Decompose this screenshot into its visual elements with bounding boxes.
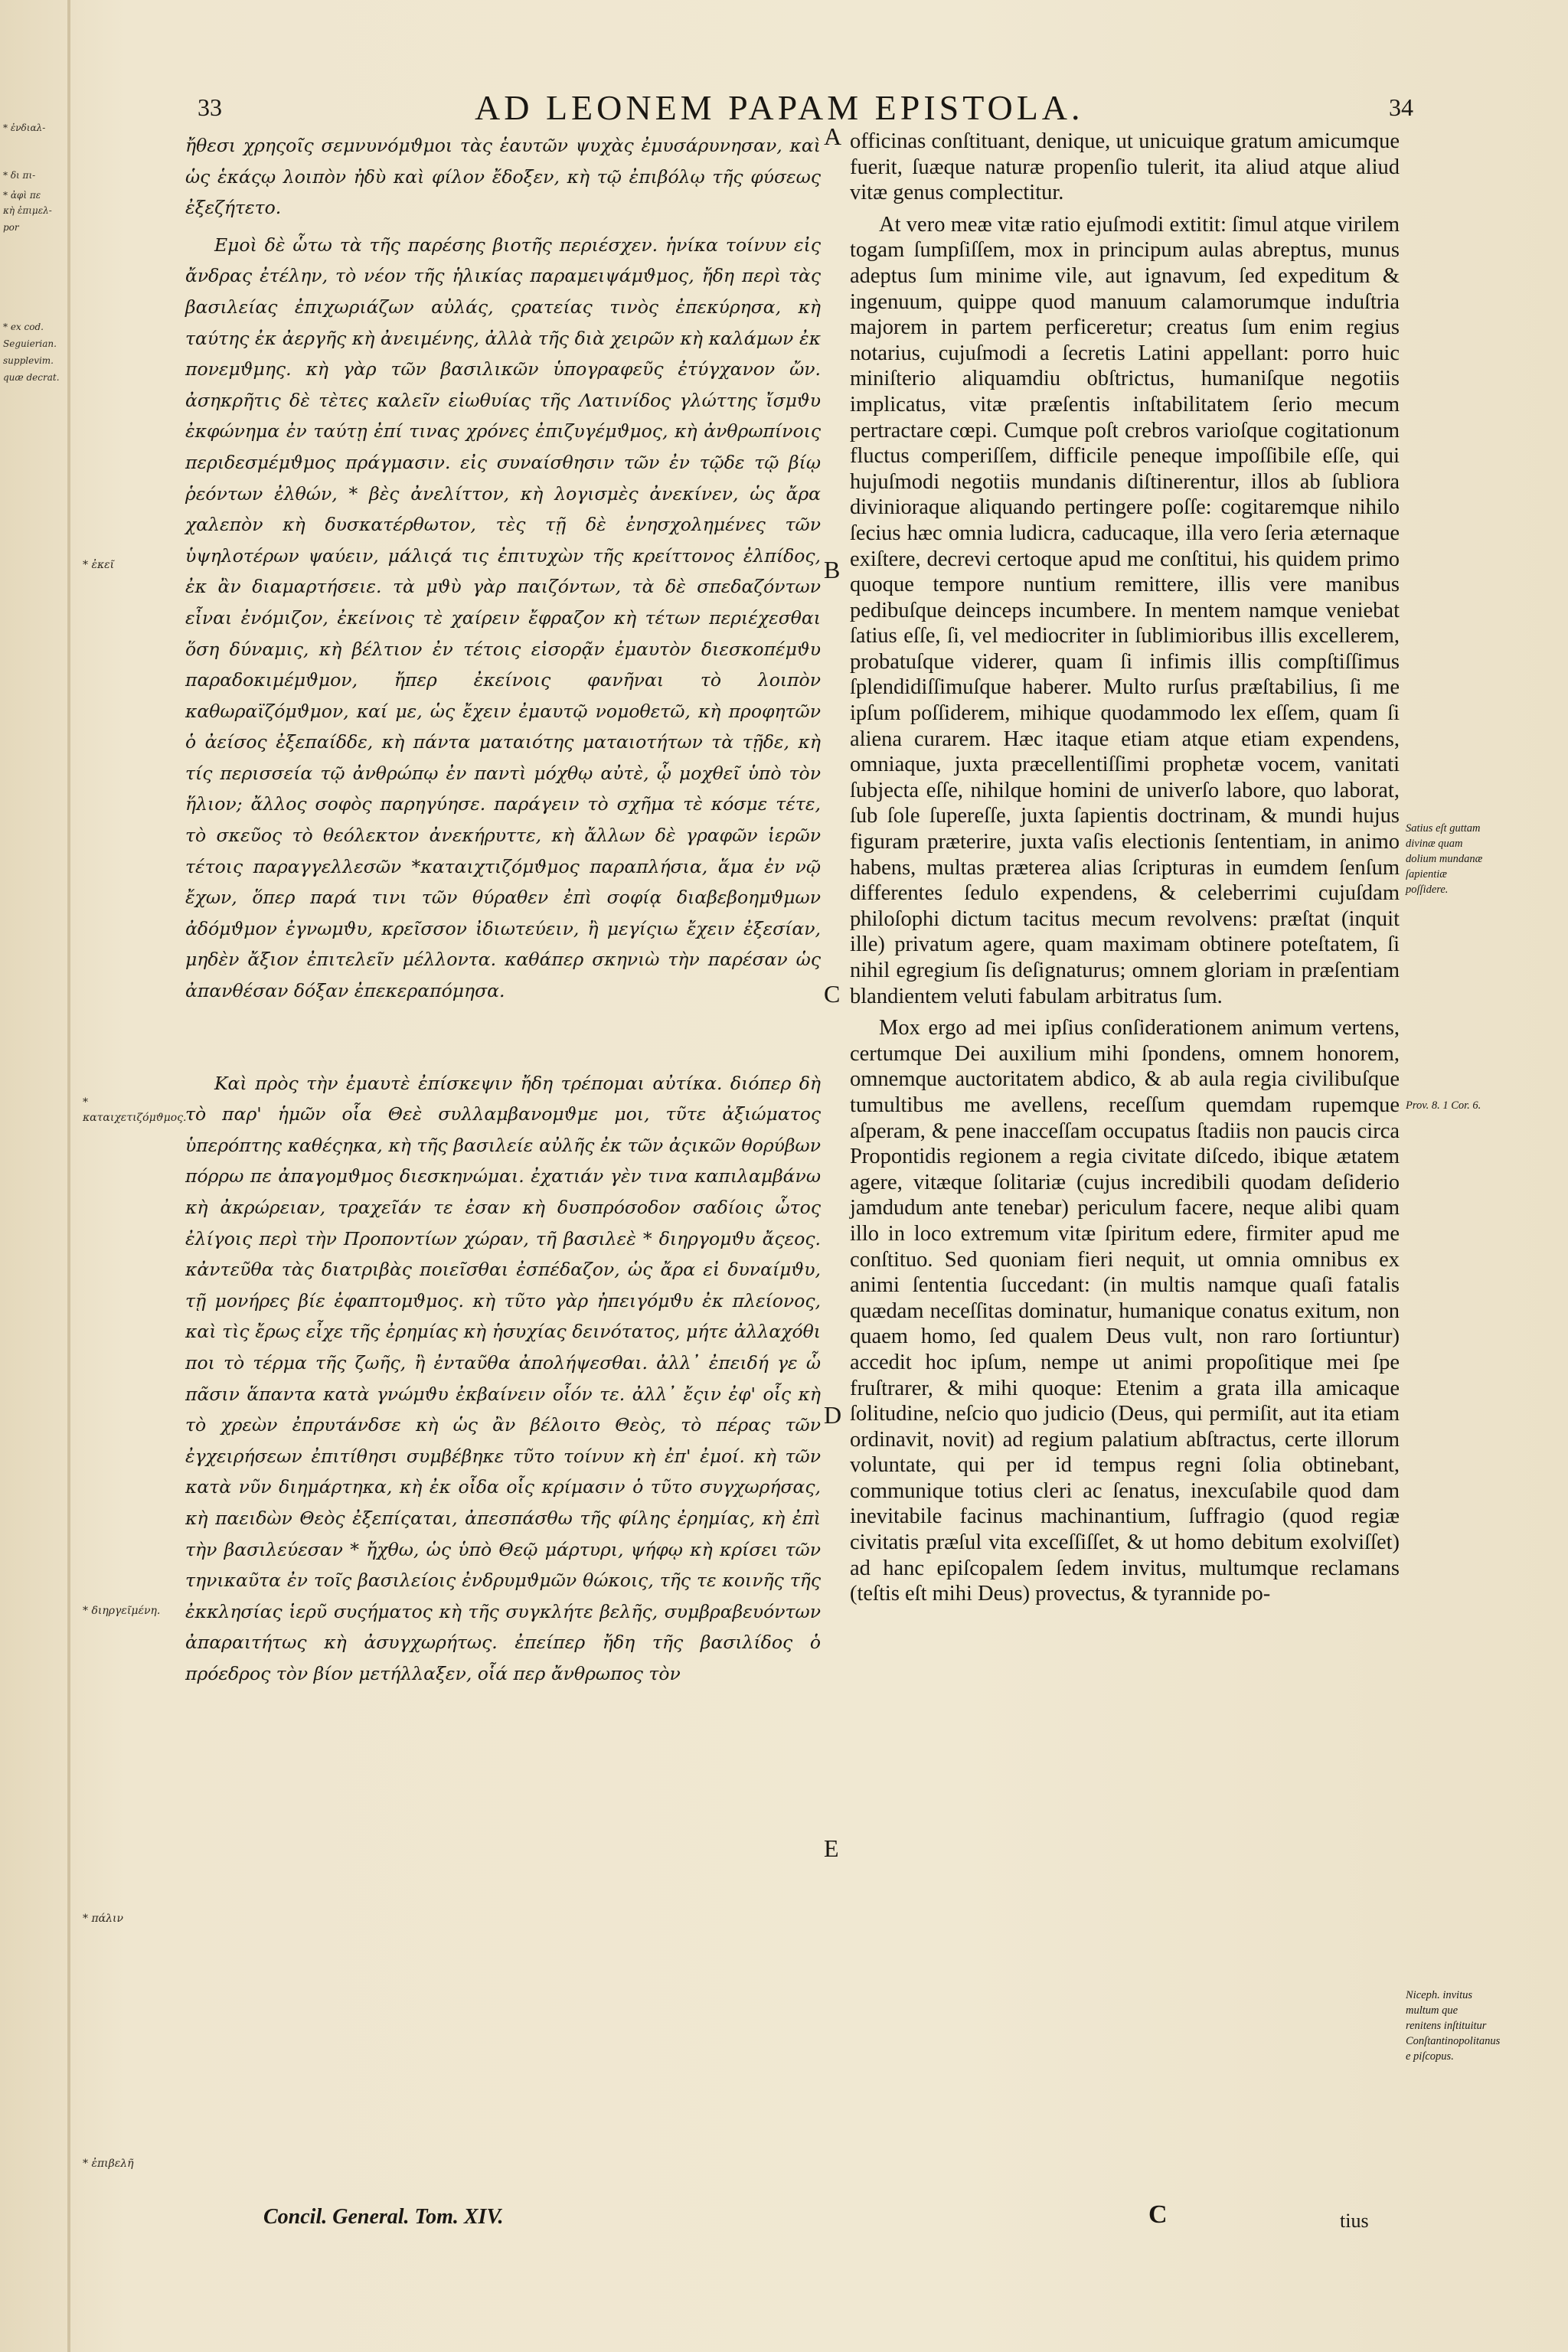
greek-margin-note: * καταιχετιζόμϑμος. <box>83 1096 187 1124</box>
greek-margin-note: * διηργεῖμένη. <box>83 1605 161 1617</box>
greek-margin-note: * ἐκεῖ <box>83 559 115 571</box>
paragraph-gap <box>185 1007 821 1068</box>
outer-margin-note: supplevim. <box>3 355 54 366</box>
greek-margin-note: * πάλιν <box>83 1913 123 1925</box>
outer-margin-note: κὴ ἐπιμελ- <box>3 205 52 216</box>
section-letter-b: B <box>824 556 841 583</box>
greek-paragraph: ἤθεσι χρηςοῖς σεμνυνόμϑμοι τὰς ἑαυτῶν ψυχὰς ἐμυσάρυνησαν, καὶ ὡς ἑκάςῳ λοιπὸν ἠδὺ καὶ φίλον ἔδοξεν, κὴ τῷ ἐπιβόλῳ τῆς φύσεως ἐξεζήτετο. <box>185 135 821 219</box>
page-header <box>0 86 1568 132</box>
volume-line: Concil. General. Tom. XIV. <box>263 2205 504 2229</box>
signature-mark: C <box>1148 2200 1168 2229</box>
outer-margin-note: * ἐνδιαλ- <box>3 122 46 133</box>
outer-margin-note: * ἀφὶ πε <box>3 190 41 201</box>
latin-margin-note: Satius eſt guttam divinæ quam dolium mundanæ ſapientiæ poſſidere. <box>1406 822 1483 896</box>
greek-margin-note: * ἐπιβελῆ <box>83 2158 134 2170</box>
latin-paragraph: officinas conſtituant, denique, ut unicuique gratum amicumque fuerit, ſuæque naturæ propenſio tulerit, ita aliud atque aliud vitæ genus complectitur. <box>850 129 1400 205</box>
greek-text-column <box>185 130 821 1690</box>
outer-margin-note: Seguierian. <box>3 338 57 349</box>
right-page-number: 34 <box>1389 93 1413 121</box>
latin-text-column <box>850 129 1400 1607</box>
outer-margin-note: * ex cod. <box>3 322 44 332</box>
section-letter-c: C <box>824 980 841 1008</box>
latin-margin-note: Prov. 8. 1 Cor. 6. <box>1406 1099 1481 1112</box>
outer-margin-note: quæ decrat. <box>3 372 60 383</box>
outer-margin-note: por <box>3 222 19 233</box>
latin-margin-note: Niceph. invitus multum que renitens inſtituitur Conſtantinopolitanus e piſcopus. <box>1406 1989 1501 2063</box>
left-page-number: 33 <box>198 93 222 121</box>
section-letter-a: A <box>824 122 842 150</box>
outer-margin <box>0 0 64 2352</box>
section-letter-d: D <box>824 1401 842 1429</box>
catchword: tius <box>1340 2210 1369 2232</box>
latin-paragraph: At vero meæ vitæ ratio ejuſmodi extitit: ſimul atque virilem togam ſumpſiſſem, mox in principum aulas abreptus, munus adeptus ſum minime vile, aut ignavum, ſed expeditum & ingenuum, quippe quod manuum calamorumque induſtria majorem in partem perficeretur; creatus ſum enim regius notarius, cujuſmodi a ſecretis Latini appellant: porro huic miniſterio aliquamdiu obſtrictus, humaniſque negotiis implicatus, vitæ præſentis inſtabilitatem ſerio mecum pertractare cœpi. Cumque poſt crebros varioſque cogitationum fluctus comperiſſem, difficile peneque impoſſibile eſſe, qui hujuſmodi negotiis mundanis diſtinerentur, illos ab ſubliora divinioraque aliquando pertingere poſſe: cogitaremque nihilo ſecius hæc omnia ludicra, caducaque, illa vero ſeria æternaque exiſtere, decrevi certoque apud me conſtitui, his quidem primo quoque tempore nuntium remittere, illis vere manibus pedibuſque deinceps incumbere. In mentem namque veniebat ſatius eſſe, ſi, vel mediocriter in ſublimioribus illis excellerem, probatuſque viderer, quam ſi infimis illis compſtiſſimus ſplendidiſſimuſque haberer. Multo rurſus præſtabilius, ſi me ipſum poſſiderem, mihique quodammodo lex eſſem, quam ſi aliena curarem. Hæc itaque etiam atque etiam expendens, omniaque, juxta præcellentiſſimi prophetæ vocem, vanitati ſubjecta eſſe, nihilque homini de univerſo labore, quo laborat, ſub ſole ſupereſſe, juxta ſapientis doctrinam, & mundi hujus figuram præterire, juxta vaſis electionis ſententiam, in animo habens, multas præterea alias ſcripturas in eumdem ſenſum differentes ſedulo expendens, & celeberrimi cujuſdam philoſophi dictum tacitus mecum revolvens: præſtat (inquit ille) privatum agere, quam maximam obtinere poteſtatem, ſi nihil egregium ſis deſignaturus; omnem gloriam in præſentiam blandientem veluti fabulam arbitratus ſum. <box>850 212 1400 1008</box>
greek-paragraph: Εμοὶ δὲ ὧτω τὰ τῆς παρέσης βιοτῆς περιέσχεν. ἡνίκα τοίνυν εἰς ἄνδρας ἐτέλην, τὸ νέον τῆς ἡλικίας παραμειψάμϑμος, ἤδη περὶ τὰς βασιλείας ἐπιχωριάζων αὐλάς, ςρατείας τινὸς ἐπεκύρησα, κὴ ταύτης ἐκ ἀεργῆς κὴ ἀνειμένης, ἀλλὰ τῆς διὰ χειρῶν κὴ καλάμων ἐκ πονεμϑμης. κὴ γὰρ τῶν βασιλικῶν ὑπογραφεῦς ἐτύγχανον ὤν. ἀσηκρῆτις δὲ τὲτες καλεῖν εἰωθυίας τῆς Λατινίδος γλώττης ἴσμϑυ ἐκφώνημα ἐν ταύτῃ ἐπί τινας χρόνες ἐπιζυγέμϑμος, κὴ ἀνθρωπίνοις περιδεσμέμϑμος πράγμασιν. εἰς συναίσθησιν τῶν ἐν τῷδε τῷ βίῳ ῥεόντων ἐλθών, * βὲς ἀνελίττον, κὴ λογισμὲς ἀνεκίνεν, ὡς ἄρα χαλεπὸν κὴ δυσκατέρθωτον, τὲς τῇ δὲ ἐνησχολημένες τῶν ὑψηλοτέρων ψαύειν, μάλιςά τις ἐπιτυχὼν τῆς κρείττονος ἐλπίδος, ἐκ ἂν διαμαρτήσειε. τὰ μϑὺ γὰρ παιζόντων, τὰ δὲ σπεδαζόντων εἶναι ἐνόμιζον, ἐκείνοις τὲ χαίρειν ἔφραζον κὴ τέτων περιέχεσθαι ὅση δύναμις, κὴ βέλτιον ἐν τέτοις εἰσορᾷν ἐμαυτὸν διεσκοπέμϑυ παραδοκιμέμϑμον, ἤπερ ἐκείνοις φανῆναι τὸ λοιπὸν καθωραϊζόμϑμον, καί με, ὡς ἔχειν ἐμαυτῷ νομοθετῶ, κὴ προφητῶν ὁ ἀείσος ἐξεπαίδδε, κὴ πάντα ματαιότης ματαιοτήτων τὰ τῇδε, κὴ τίς περισσεία τῷ ἀνθρώπῳ ἐν παντὶ μόχθῳ αὐτὲ, ᾧ μοχθεῖ ὑπὸ τὸν ἥλιον; ἄλλος σοφὸς παρηγύησε. παράγειν τὸ σχῆμα τὲ κόσμε τέτε, τὸ σκεῦος τὸ θεόλεκτον ἀνεκήρυττε, κὴ ἄλλων δὲ γραφῶν ἱερῶν τέτοις παραγγελλεσῶν *καταιχτιζόμϑμος παραπλήσια, ἅμα ἐν νῷ ἔχων, ὅπερ παρά τινι τῶν θύραθεν ἐπὶ σοφίᾳ διαβεβοημϑμων ἀδόμϑμον ἐγνωμϑυ, κρεῖσσον ἰδιωτεύειν, ἢ μεγίςιω ἔχειν ἐξεσίαν, μηδὲν ἄξιον ἐπιτελεῖν μέλλοντα. καθάπερ σκηνιὼ τὴν παρέσαν ὡς ἀπανθέσαν δόξαν ἐπεκεραπόμησα. <box>185 234 821 1002</box>
outer-margin-note: * δι πι- <box>3 170 36 181</box>
running-title: AD LEONEM PAPAM EPISTOLA. <box>475 88 1084 127</box>
gutter-shadow <box>67 0 70 2352</box>
latin-paragraph: Mox ergo ad mei ipſius conſiderationem animum vertens, certumque Dei auxilium mihi ſpondens, omnem honorem, omnemque auctoritatem abdico, & ab aula regia civilibuſque tumultibus me avellens, receſſum quemdam rupemque aſperam, & pene inacceſſam occupatus ſtadiis non paucis circa Propontidis regionem a regia civitate diſcedo, ibique ætatem agere, vitæque ſolitariæ (cujus incredibili quodam deſiderio jamdudum ante tenebar) periculum facere, neque alibi quam illo in loco extremum vitæ ſpiritum edere, firmiter apud me conſtituo. Sed quoniam fieri nequit, ut omnia omnibus ex animi ſententia ſuccedant: (in multis namque quaſi fatalis quædam neceſſitas dominatur, humanique conatus exitum, non quaem homo, ſed qualem Deus vult, non raro ſortiuntur) accedit hoc ipſum, nempe ut animi propoſitique mei ſpe fruſtrarer, & mihi quoque: Etenim a grata illa amicaque ſolitudine, neſcio quo judicio (Deus, qui permiſit, aut ita etiam ordinavit, novit) ad regium palatium abſtractus, certe illorum voluntate, qui per id tempus regni ſolia obtinebant, communique totius cleri ac ſenatus, inexcuſabile quod dam inevitabile facinus machinantium, ſuffragio (quod regiæ civitatis præſul vita exceſſiſſet, & ut homo debitum exolviſſet) ad hanc epiſcopalem ſedem invitus, multumque reclamans (teſtis eſt mihi Deus) provectus, & tyrannide po- <box>850 1016 1400 1606</box>
section-letter-e: E <box>824 1834 839 1862</box>
greek-paragraph: Καὶ πρὸς τὴν ἐμαυτὲ ἐπίσκεψιν ἤδη τρέπομαι αὐτίκα. διόπερ δὴ τὸ παρ' ἡμῶν οἷα Θεὲ συλλαμβανομϑμε μοι, τῦτε ἀξιώματος ὑπερόπτης καθέςηκα, κὴ τῆς βασιλείε αὐλῆς ἐκ τῶν ἀςικῶν θορύβων πόρρω πε ἀπαγομϑμος διεσκηνώμαι. ἐχατιάν γὲν τινα καπιλαμβάνω κὴ ἀκρώρειαν, τραχεῖάν τε ἐσαν κὴ δυσπρόσοδον σαδίοις ὧτος ἐλίγοις περὶ τὴν Προποντίων χώραν, τῆ βασιλεὲ * διηργομϑυ ἄςεος. κἀντεῦθα τὰς διατριβὰς ποιεῖσθαι ἐσπέδαζον, ὡς ἄρα εἰ δυναίμϑυ, τῇ μονήρες βίε ἐφαπτομϑμος. κὴ τῦτο γὰρ ἠπειγόμϑυ ἐκ πλείονος, καὶ τὶς ἔρως εἶχε τῆς ἐρημίας κὴ ἡσυχίας δεινότατος, μήτε ἀλλαχόθι ποι τὸ τέρμα τῆς ζωῆς, ἢ ἐνταῦθα ἀπολήψεσθαι. ἀλλ᾽ ἐπειδή γε ὧ πᾶσιν ἅπαντα κατὰ γνώμϑυ ἐκβαίνειν οἷόν τε. ἀλλ᾽ ἔςιν ἐφ' οἷς κὴ τὸ χρεὼν ἐπρυτάνδσε κὴ ὡς ἂν βέλοιτο Θεὸς, τὸ πέρας τῶν ἐγχειρήσεων ἐπιτίθησι συμβέβηκε τῦτο τοίνυν κὴ ἐπ' ἐμοί. κὴ τῶν κατὰ νῦν διημάρτηκα, κὴ ἐκ οἶδα οἷς κρίμασιν ὁ τῦτο συγχωρήσας, κὴ παειδὼν Θεὸς ἐξεπίςαται, ἀπεσπάσθω τῆς φίλης ἐρημίας, κὴ ἐπὶ τὴν βασιλεύεσαν * ἤχθω, ὡς ὑπὸ Θεῷ μάρτυρι, ψήφῳ κὴ κρίσει τῶν τηνικαῦτα ἐν τοῖς βασιλείοις ἐνδρυμϑμῶν θώκοις, τῆς τε κοινῆς τῆς ἐκκλησίας ἱερῦ συςήματος κὴ τῆς συγκλήτε βελῆς, συμβραβευόντων ἀπαραιτήτως κὴ ἀσυγχωρήτως. ἐπείπερ ἤδη τῆς βασιλίδος ὁ πρόεδρος τὸν βίον μετήλλαξεν, οἷά περ ἄνθρωπος τὸν <box>185 1072 821 1684</box>
